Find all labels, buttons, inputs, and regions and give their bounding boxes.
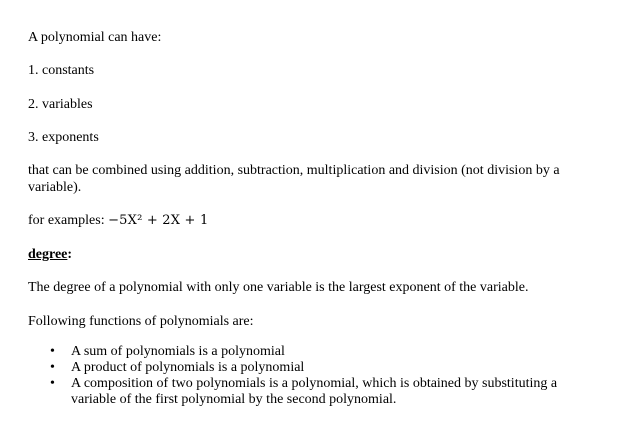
list-item — [28, 360, 588, 376]
list-item-variables: 2. variables — [28, 97, 93, 112]
bullet-icon: • — [50, 376, 55, 391]
functions-intro: Following functions of polynomials are: — [28, 314, 254, 329]
list-item-exponents: 3. exponents — [28, 130, 99, 145]
list-item — [28, 344, 588, 360]
functions-list — [28, 344, 588, 408]
bullet-icon: • — [50, 360, 55, 375]
bullet-icon: • — [50, 344, 55, 359]
combine-text: that can be combined using addition, subtraction, multiplication and division (not division by a variable). — [28, 163, 560, 195]
list-item-constants: 1. constants — [28, 63, 95, 78]
degree-colon: : — [67, 247, 73, 262]
bullet-text: A product of polynomials is a polynomial — [71, 360, 305, 375]
example-line — [28, 212, 208, 229]
example-label: for examples: — [28, 213, 109, 228]
degree-heading-line — [28, 246, 72, 263]
intro-text: A polynomial can have: — [28, 30, 162, 45]
bullet-text: A composition of two polynomials is a polynomial, which is obtained by substituting a variable of the first polynomial by the second polynomial. — [71, 376, 558, 407]
degree-heading: degree — [28, 247, 68, 262]
bullet-text: A sum of polynomials is a polynomial — [71, 344, 285, 359]
list-item — [28, 376, 588, 408]
example-expression: −5X² + 2X + 1 — [108, 213, 209, 228]
degree-definition: The degree of a polynomial with only one variable is the largest exponent of the variable. — [28, 280, 529, 295]
